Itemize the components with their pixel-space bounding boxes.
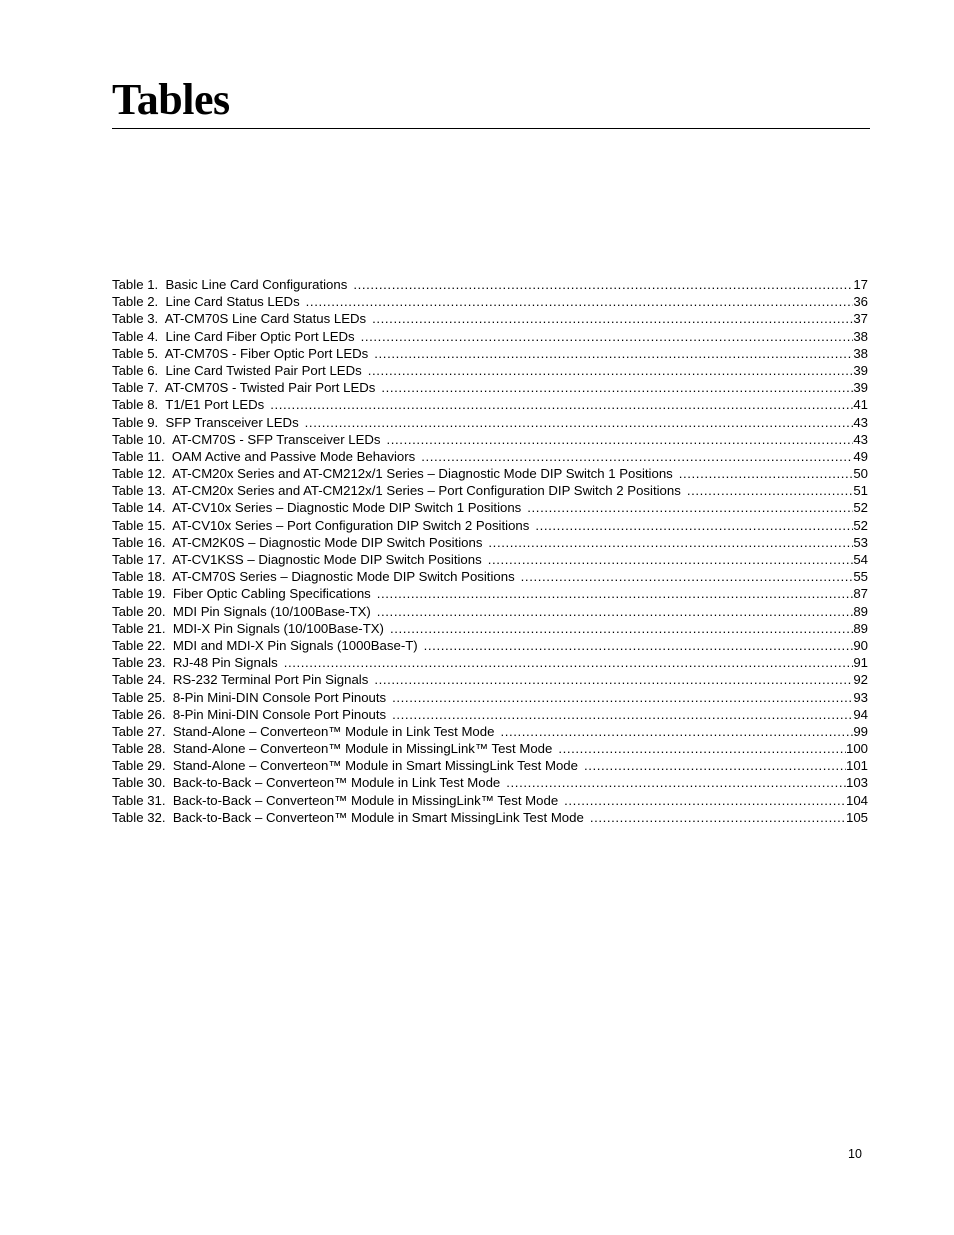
page-number: 10 — [848, 1147, 862, 1161]
toc-entry[interactable] — [112, 585, 868, 602]
toc-dot-leader — [415, 448, 853, 465]
toc-dot-leader — [366, 310, 853, 327]
toc-entry[interactable] — [112, 689, 868, 706]
toc-entry[interactable] — [112, 276, 868, 293]
toc-entry-page: 38 — [853, 345, 868, 361]
toc-entry-title: RJ-48 Pin Signals — [172, 655, 278, 671]
toc-entry-title: AT-CM70S - Fiber Optic Port LEDs — [164, 345, 369, 361]
toc-entry-title: OAM Active and Passive Mode Behaviors — [171, 448, 416, 464]
toc-entry-number: Table 11. — [112, 448, 165, 464]
toc-entry[interactable] — [112, 723, 868, 740]
toc-dot-leader — [264, 396, 853, 413]
toc-dot-leader — [500, 774, 846, 791]
toc-entry-label — [112, 448, 415, 465]
toc-entry-number: Table 15. — [112, 517, 166, 533]
toc-entry-page: 101 — [845, 758, 868, 774]
toc-entry-number: Table 19. — [112, 586, 166, 602]
toc-entry-label — [112, 706, 386, 723]
toc-entry-page: 43 — [853, 414, 868, 430]
toc-entry-label — [112, 465, 673, 482]
toc-dot-leader — [347, 276, 853, 293]
toc-entry-page: 38 — [853, 328, 868, 344]
toc-dot-leader — [278, 654, 854, 671]
toc-dot-leader — [494, 723, 853, 740]
toc-entry-label — [112, 620, 384, 637]
toc-entry-label — [112, 482, 681, 499]
toc-entry-page: 41 — [853, 397, 868, 413]
toc-entry-title: AT-CM20x Series and AT-CM212x/1 Series – Diagnostic Mode DIP Switch 1 Positions — [172, 466, 673, 482]
toc-entry-label — [112, 792, 558, 809]
toc-entry-label — [112, 328, 355, 345]
toc-dot-leader — [384, 620, 853, 637]
toc-entry-title: SFP Transceiver LEDs — [165, 414, 299, 430]
table-of-tables-list — [112, 276, 868, 826]
toc-dot-leader — [299, 414, 854, 431]
toc-dot-leader — [529, 517, 853, 534]
toc-entry-page: 89 — [853, 603, 868, 619]
toc-entry-label — [112, 534, 482, 551]
toc-entry-number: Table 25. — [112, 689, 166, 705]
toc-entry-number: Table 18. — [112, 569, 166, 585]
toc-entry-title: AT-CM20x Series and AT-CM212x/1 Series – Port Configuration DIP Switch 2 Positions — [172, 483, 681, 499]
toc-entry[interactable] — [112, 534, 868, 551]
toc-entry[interactable] — [112, 637, 868, 654]
toc-entry-page: 53 — [853, 534, 868, 550]
toc-entry-label — [112, 603, 371, 620]
toc-entry[interactable] — [112, 517, 868, 534]
toc-entry-number: Table 13. — [112, 483, 166, 499]
toc-entry-label — [112, 689, 386, 706]
toc-entry-number: Table 12. — [112, 466, 166, 482]
toc-entry-page: 52 — [853, 500, 868, 516]
title-rule — [112, 128, 870, 129]
toc-entry[interactable] — [112, 654, 868, 671]
toc-entry-page: 92 — [853, 672, 868, 688]
toc-dot-leader — [371, 603, 854, 620]
toc-entry[interactable] — [112, 396, 868, 413]
toc-entry[interactable] — [112, 671, 868, 688]
toc-entry-page: 36 — [853, 294, 868, 310]
toc-dot-leader — [362, 362, 854, 379]
toc-entry[interactable] — [112, 293, 868, 310]
toc-dot-leader — [381, 431, 854, 448]
toc-entry-label — [112, 379, 375, 396]
toc-dot-leader — [584, 809, 846, 826]
toc-entry-label — [112, 568, 515, 585]
page-title: Tables — [112, 75, 230, 124]
toc-entry-label — [112, 293, 300, 310]
toc-entry[interactable] — [112, 740, 868, 757]
toc-entry-number: Table 32. — [112, 809, 166, 825]
toc-entry-page: 90 — [853, 637, 868, 653]
toc-entry-page: 103 — [845, 775, 868, 791]
toc-entry[interactable] — [112, 328, 868, 345]
toc-dot-leader — [300, 293, 854, 310]
toc-entry[interactable] — [112, 568, 868, 585]
toc-entry-label — [112, 431, 381, 448]
toc-entry-label — [112, 671, 368, 688]
toc-entry-title: Back-to-Back – Converteon™ Module in Smart MissingLink Test Mode — [172, 809, 584, 825]
toc-entry-title: AT-CV10x Series – Diagnostic Mode DIP Switch 1 Positions — [172, 500, 522, 516]
toc-entry-label — [112, 774, 500, 791]
toc-dot-leader — [558, 792, 846, 809]
toc-entry-page: 39 — [853, 362, 868, 378]
toc-entry-label — [112, 637, 418, 654]
toc-dot-leader — [386, 689, 853, 706]
toc-entry-page: 105 — [845, 809, 868, 825]
toc-entry-number: Table 27. — [112, 723, 166, 739]
toc-dot-leader — [673, 465, 854, 482]
toc-entry[interactable] — [112, 465, 868, 482]
toc-entry-title: Stand-Alone – Converteon™ Module in MissingLink™ Test Mode — [172, 741, 553, 757]
toc-entry-label — [112, 585, 371, 602]
toc-entry-title: MDI Pin Signals (10/100Base-TX) — [172, 603, 371, 619]
toc-entry-page: 87 — [853, 586, 868, 602]
toc-entry[interactable] — [112, 792, 868, 809]
toc-entry-number: Table 30. — [112, 775, 166, 791]
toc-dot-leader — [375, 379, 853, 396]
toc-dot-leader — [681, 482, 854, 499]
toc-entry-title: Line Card Status LEDs — [165, 294, 300, 310]
toc-entry-page: 99 — [853, 723, 868, 739]
toc-dot-leader — [482, 551, 854, 568]
toc-dot-leader — [368, 671, 853, 688]
toc-entry-label — [112, 809, 584, 826]
toc-entry-title: AT-CM70S - SFP Transceiver LEDs — [172, 431, 381, 447]
toc-entry[interactable] — [112, 310, 868, 327]
toc-entry-number: Table 10. — [112, 431, 166, 447]
toc-entry-number: Table 24. — [112, 672, 166, 688]
toc-entry-label — [112, 551, 482, 568]
toc-entry[interactable] — [112, 603, 868, 620]
toc-entry-title: Line Card Fiber Optic Port LEDs — [165, 328, 355, 344]
toc-entry-number: Table 20. — [112, 603, 166, 619]
toc-entry-title: Line Card Twisted Pair Port LEDs — [165, 362, 362, 378]
toc-entry-number: Table 9. — [112, 414, 159, 430]
toc-entry-number: Table 7. — [112, 380, 159, 396]
toc-entry[interactable] — [112, 757, 868, 774]
toc-entry-label — [112, 276, 347, 293]
toc-entry-number: Table 28. — [112, 741, 166, 757]
toc-dot-leader — [418, 637, 854, 654]
toc-entry-number: Table 2. — [112, 294, 159, 310]
toc-entry-page: 55 — [853, 569, 868, 585]
toc-entry-number: Table 31. — [112, 792, 166, 808]
toc-dot-leader — [578, 757, 846, 774]
toc-entry-number: Table 14. — [112, 500, 166, 516]
toc-entry-title: AT-CM70S Line Card Status LEDs — [164, 311, 367, 327]
toc-dot-leader — [355, 328, 854, 345]
toc-entry-page: 93 — [853, 689, 868, 705]
toc-entry[interactable] — [112, 499, 868, 516]
toc-entry-label — [112, 396, 264, 413]
toc-entry-title: Fiber Optic Cabling Specifications — [172, 586, 371, 602]
toc-entry[interactable] — [112, 706, 868, 723]
toc-entry-number: Table 29. — [112, 758, 166, 774]
toc-entry-page: 91 — [853, 655, 868, 671]
toc-entry-number: Table 16. — [112, 534, 166, 550]
toc-entry[interactable] — [112, 431, 868, 448]
toc-entry[interactable] — [112, 809, 868, 826]
toc-entry-title: RS-232 Terminal Port Pin Signals — [172, 672, 369, 688]
toc-dot-leader — [552, 740, 846, 757]
toc-entry[interactable] — [112, 448, 868, 465]
toc-entry-page: 100 — [845, 741, 868, 757]
toc-dot-leader — [521, 499, 853, 516]
toc-entry-label — [112, 414, 299, 431]
toc-entry[interactable] — [112, 551, 868, 568]
toc-entry-label — [112, 310, 366, 327]
toc-entry-number: Table 8. — [112, 397, 159, 413]
toc-entry-page: 89 — [853, 620, 868, 636]
toc-entry-number: Table 17. — [112, 552, 166, 567]
toc-entry-label — [112, 723, 494, 740]
toc-entry-title: Back-to-Back – Converteon™ Module in MissingLink™ Test Mode — [172, 792, 559, 808]
toc-entry-label — [112, 757, 578, 774]
toc-entry-number: Table 21. — [112, 620, 166, 636]
toc-entry-title: MDI-X Pin Signals (10/100Base-TX) — [172, 620, 384, 636]
toc-entry-title: AT-CV1KSS – Diagnostic Mode DIP Switch Positions — [172, 552, 482, 567]
toc-entry-page: 49 — [853, 448, 868, 464]
toc-entry-number: Table 3. — [112, 311, 159, 327]
toc-entry-label — [112, 740, 552, 757]
toc-entry-page: 51 — [853, 483, 868, 499]
toc-entry-page: 104 — [845, 792, 868, 808]
toc-entry-page: 39 — [853, 380, 868, 396]
toc-entry-page: 50 — [853, 466, 868, 482]
toc-entry[interactable] — [112, 379, 868, 396]
toc-entry-title: 8-Pin Mini-DIN Console Port Pinouts — [172, 706, 387, 722]
toc-entry-title: Stand-Alone – Converteon™ Module in Smart MissingLink Test Mode — [172, 758, 578, 774]
toc-entry-number: Table 1. — [112, 277, 159, 292]
toc-entry-page: 94 — [853, 706, 868, 722]
toc-entry-number: Table 23. — [112, 655, 166, 671]
toc-entry-page: 43 — [853, 431, 868, 447]
toc-entry-number: Table 26. — [112, 706, 166, 722]
toc-entry[interactable] — [112, 620, 868, 637]
toc-entry[interactable] — [112, 362, 868, 379]
toc-entry-page: 37 — [853, 311, 868, 327]
toc-dot-leader — [482, 534, 853, 551]
toc-entry-label — [112, 362, 362, 379]
toc-entry-number: Table 5. — [112, 345, 159, 361]
toc-entry-label — [112, 654, 278, 671]
toc-entry-title: AT-CM2K0S – Diagnostic Mode DIP Switch Positions — [172, 534, 483, 550]
toc-entry-title: AT-CV10x Series – Port Configuration DIP Switch 2 Positions — [172, 517, 530, 533]
toc-entry[interactable] — [112, 414, 868, 431]
toc-dot-leader — [515, 568, 854, 585]
toc-dot-leader — [371, 585, 854, 602]
toc-entry-page: 52 — [853, 517, 868, 533]
toc-entry-title: AT-CM70S - Twisted Pair Port LEDs — [164, 380, 376, 396]
toc-entry[interactable] — [112, 482, 868, 499]
toc-entry-label — [112, 499, 521, 516]
toc-entry-page: 54 — [853, 552, 868, 567]
toc-dot-leader — [368, 345, 853, 362]
toc-entry-number: Table 6. — [112, 362, 159, 378]
toc-entry-number: Table 4. — [112, 328, 159, 344]
toc-entry-label — [112, 345, 368, 362]
toc-entry-title: 8-Pin Mini-DIN Console Port Pinouts — [172, 689, 387, 705]
toc-entry-page: 17 — [853, 277, 868, 292]
toc-entry-number: Table 22. — [112, 637, 166, 653]
toc-entry-title: AT-CM70S Series – Diagnostic Mode DIP Switch Positions — [172, 569, 515, 585]
toc-entry-title: Back-to-Back – Converteon™ Module in Link Test Mode — [172, 775, 501, 791]
toc-dot-leader — [386, 706, 853, 723]
toc-entry-label — [112, 517, 529, 534]
toc-entry-title: T1/E1 Port LEDs — [165, 397, 265, 413]
toc-entry-title: Basic Line Card Configurations — [165, 277, 348, 292]
toc-entry[interactable] — [112, 774, 868, 791]
toc-entry-title: MDI and MDI-X Pin Signals (1000Base-T) — [172, 637, 418, 653]
toc-entry[interactable] — [112, 345, 868, 362]
toc-entry-title: Stand-Alone – Converteon™ Module in Link Test Mode — [172, 723, 495, 739]
